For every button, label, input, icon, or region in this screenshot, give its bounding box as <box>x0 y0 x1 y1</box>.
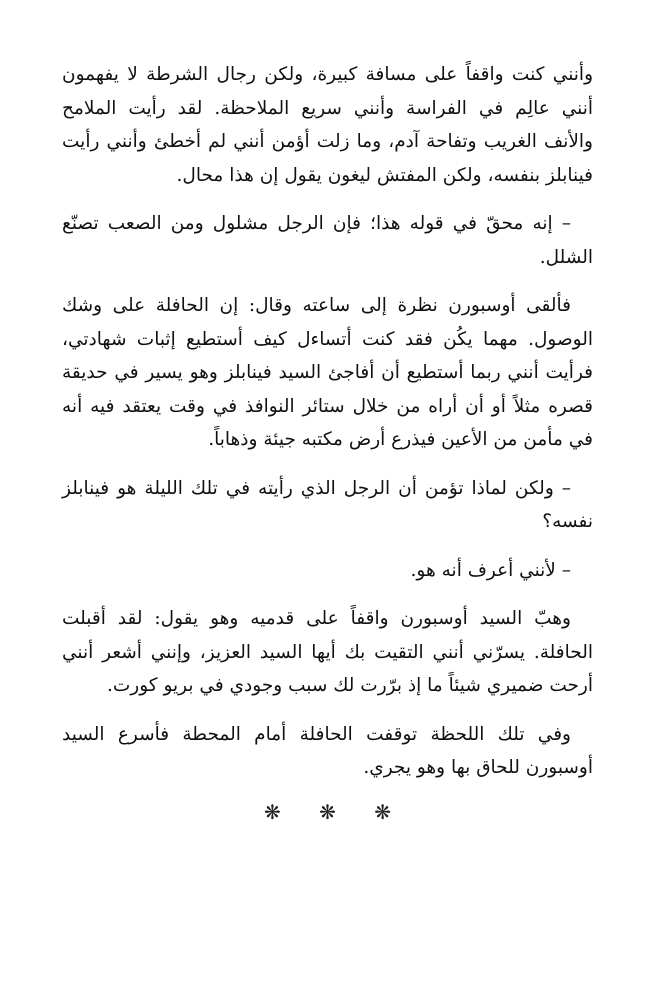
paragraph-1: وأنني كنت واقفاً على مسافة كبيرة، ولكن رجال الشرطة لا يفهمون أنني عالِم في الفراسة وأنني سريع الملاحظة. لقد رأيت الملامح والأنف الغريب وتفاحة آدم، وما زلت أؤمن أنني لم أخطئ وأنني رأيت فينابلز بنفسه، ولكن المفتش ليغون يقول إن هذا محال. <box>62 64 593 186</box>
paragraph-4: – ولكن لماذا تؤمن أن الرجل الذي رأيته في تلك الليلة هو فينابلز نفسه؟ <box>62 477 593 532</box>
section-separator: ❋ ❋ ❋ <box>264 799 407 824</box>
paragraph-7: وفي تلك اللحظة توقفت الحافلة أمام المحطة فأسرع السيد أوسبورن للحاق بها وهو يجري. <box>62 723 593 778</box>
paragraph-5: – لأنني أعرف أنه هو. <box>410 559 571 581</box>
paragraph-3: فألقى أوسبورن نظرة إلى ساعته وقال: إن الحافلة على وشك الوصول. مهما يكُن فقد كنت أتساءل كيف أستطيع إثبات شهادتي، فرأيت أنني ربما أستطيع أن أفاجئ السيد فينابلز وهو يسير في حديقة قصره مثلاً أو أن أراه من خلال ستائر النوافذ في وقت يعتقد فيه أنه في مأمن من الأعين فيذرع أرض مكتبه جيئة وذهاباً. <box>62 295 593 450</box>
book-page <box>62 58 593 824</box>
paragraph-6: وهبّ السيد أوسبورن واقفاً على قدميه وهو يقول: لقد أقبلت الحافلة. يسرّني أنني التقيت بك أيها السيد العزيز، وإنني أشعر أنني أرحت ضميري شيئاً ما إذ برّرت لك سبب وجودي في بريو كورت. <box>62 608 593 696</box>
paragraph-2: – إنه محقّ في قوله هذا؛ فإن الرجل مشلول ومن الصعب تصنّع الشلل. <box>62 213 593 268</box>
